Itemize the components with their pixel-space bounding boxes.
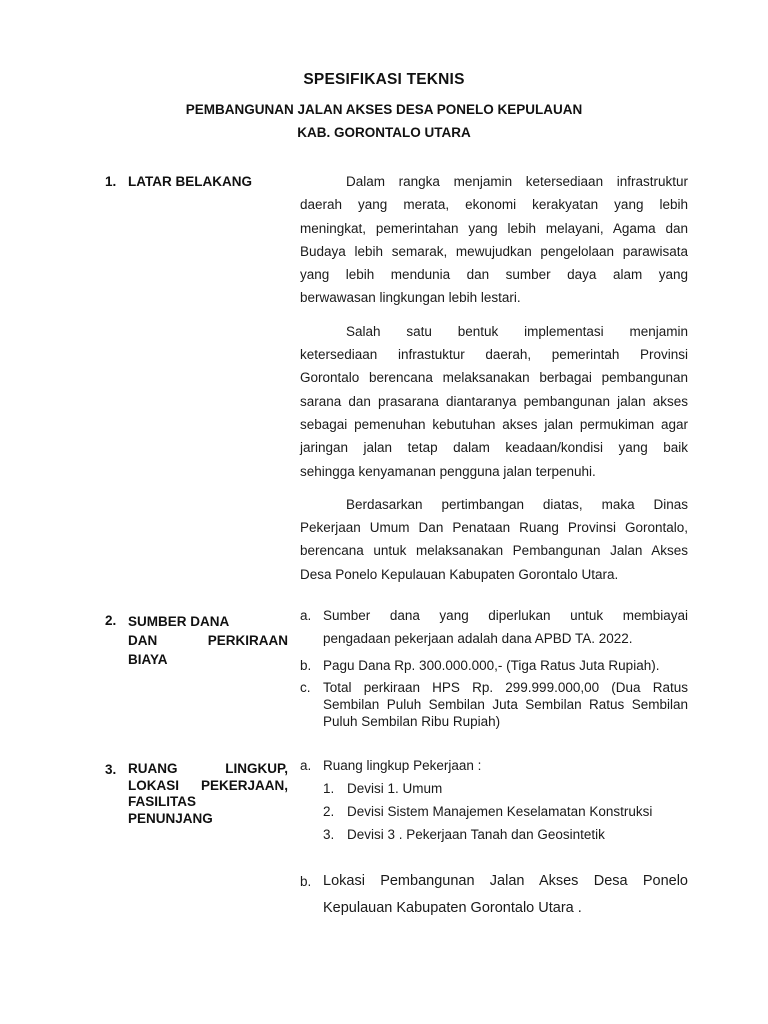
subitem-label: 2. xyxy=(323,804,335,819)
subitem-label: 3. xyxy=(323,827,335,842)
section-2-heading-line: BIAYA xyxy=(128,652,168,667)
section-3-item-b-cont xyxy=(0,900,768,922)
item-text: Lokasi Pembangunan Jalan Akses Desa Ponelo xyxy=(323,873,688,889)
subitem-text: Devisi 1. Umum xyxy=(347,781,443,796)
subitem-text: Devisi Sistem Manajemen Keselamatan Konstruksi xyxy=(347,804,653,819)
document-subtitle-region: KAB. GORONTALO UTARA xyxy=(297,125,471,140)
section-1-number: 1. xyxy=(105,174,117,189)
item-text: Pagu Dana Rp. 300.000.000,- (Tiga Ratus Juta Rupiah). xyxy=(323,658,660,673)
section-2-number: 2. xyxy=(105,613,117,628)
section-3-item-b xyxy=(0,873,768,895)
section-2-heading-line: SUMBER DANA xyxy=(128,614,230,629)
section-3-heading-line: RUANG LINGKUP, xyxy=(128,761,288,776)
para3-line: Pekerjaan Umum Dan Penataan Ruang Provinsi Gorontalo, xyxy=(300,520,688,536)
item-text: Sembilan Puluh Sembilan Juta Sembilan Ratus Sembilan xyxy=(323,697,688,712)
item-label: b. xyxy=(300,874,312,889)
subitem-text: Devisi 3 . Pekerjaan Tanah dan Geosintetik xyxy=(347,827,605,842)
para3-line: berencana untuk melaksanakan Pembangunan Jalan Akses xyxy=(300,543,688,559)
para2-line: Salah satu bentuk implementasi menjamin xyxy=(346,323,688,339)
item-label: a. xyxy=(300,758,312,773)
section-3-heading-line: FASILITAS xyxy=(128,794,197,809)
para3-line: Berdasarkan pertimbangan diatas, maka Dinas xyxy=(346,496,688,512)
section-2-item-a-cont xyxy=(0,631,768,653)
section-3-item-a xyxy=(0,758,768,778)
section-3-number: 3. xyxy=(105,762,117,777)
para1-line: berwawasan lingkungan lebih lestari. xyxy=(300,290,521,306)
section-2-item-c-cont xyxy=(0,697,768,715)
section-3-subitem xyxy=(0,781,768,801)
para1-line: daerah yang merata, ekonomi kerakyatan yang lebih xyxy=(300,197,688,213)
item-text: Total perkiraan HPS Rp. 299.999.000,00 (Dua Ratus xyxy=(323,680,688,695)
item-text: Ruang lingkup Pekerjaan : xyxy=(323,758,482,773)
para2-line: sebagai pemenuhan kebutuhan akses jalan permukiman agar xyxy=(300,416,688,432)
item-text: Kepulauan Kabupaten Gorontalo Utara . xyxy=(323,900,582,916)
item-text: Puluh Sembilan Ribu Rupiah) xyxy=(323,714,501,729)
section-2-item-c-cont xyxy=(0,714,768,732)
para2-line: ketersediaan infrastuktur daerah, pemerintah Provinsi xyxy=(300,347,688,363)
section-3-subitem xyxy=(0,827,768,847)
section-3-heading-line: LOKASI PEKERJAAN, xyxy=(128,777,288,793)
item-text: Sumber dana yang diperlukan untuk membiayai xyxy=(323,608,688,623)
para2-line: sehingga kenyamanan pengguna jalan terpenuhi. xyxy=(300,463,596,479)
item-label: c. xyxy=(300,680,311,695)
item-label: a. xyxy=(300,608,312,623)
para2-line: Gorontalo berencana melaksanakan berbagai pembangunan xyxy=(300,370,688,386)
section-1-body xyxy=(300,170,688,586)
section-2-item-a xyxy=(0,608,768,630)
para1-line: Budaya lebih semarak, mewujudkan pengelolaan parawisata xyxy=(300,243,688,259)
section-3-subitem xyxy=(0,804,768,824)
para1-line: Dalam rangka menjamin ketersediaan infrastruktur xyxy=(346,174,688,189)
subitem-label: 1. xyxy=(323,781,335,796)
document-title: SPESIFIKASI TEKNIS xyxy=(303,71,465,88)
para1-line: yang lebih mendunia dan sumber daya alam yang xyxy=(300,267,688,283)
item-label: b. xyxy=(300,658,312,673)
section-2-item-c xyxy=(0,680,768,698)
section-1-heading: LATAR BELAKANG xyxy=(128,174,252,189)
section-2-heading-line: DAN PERKIRAAN xyxy=(128,633,288,648)
item-text: pengadaan pekerjaan adalah dana APBD TA. 2022. xyxy=(323,631,633,646)
para2-line: jaringan jalan tetap dalam keadaan/kondisi yang baik xyxy=(300,440,688,456)
para2-line: sarana dan prasarana diantaranya pembangunan jalan akses xyxy=(300,393,688,409)
section-2-item-b xyxy=(0,658,768,678)
document-subtitle-project: PEMBANGUNAN JALAN AKSES DESA PONELO KEPULAUAN xyxy=(185,102,583,117)
para1-line: meningkat, pemerintahan yang lebih melayani, Agama dan xyxy=(300,220,688,236)
section-3-heading-line: PENUNJANG xyxy=(128,810,213,826)
para3-line: Desa Ponelo Kepulauan Kabupaten Gorontalo Utara. xyxy=(300,566,619,582)
